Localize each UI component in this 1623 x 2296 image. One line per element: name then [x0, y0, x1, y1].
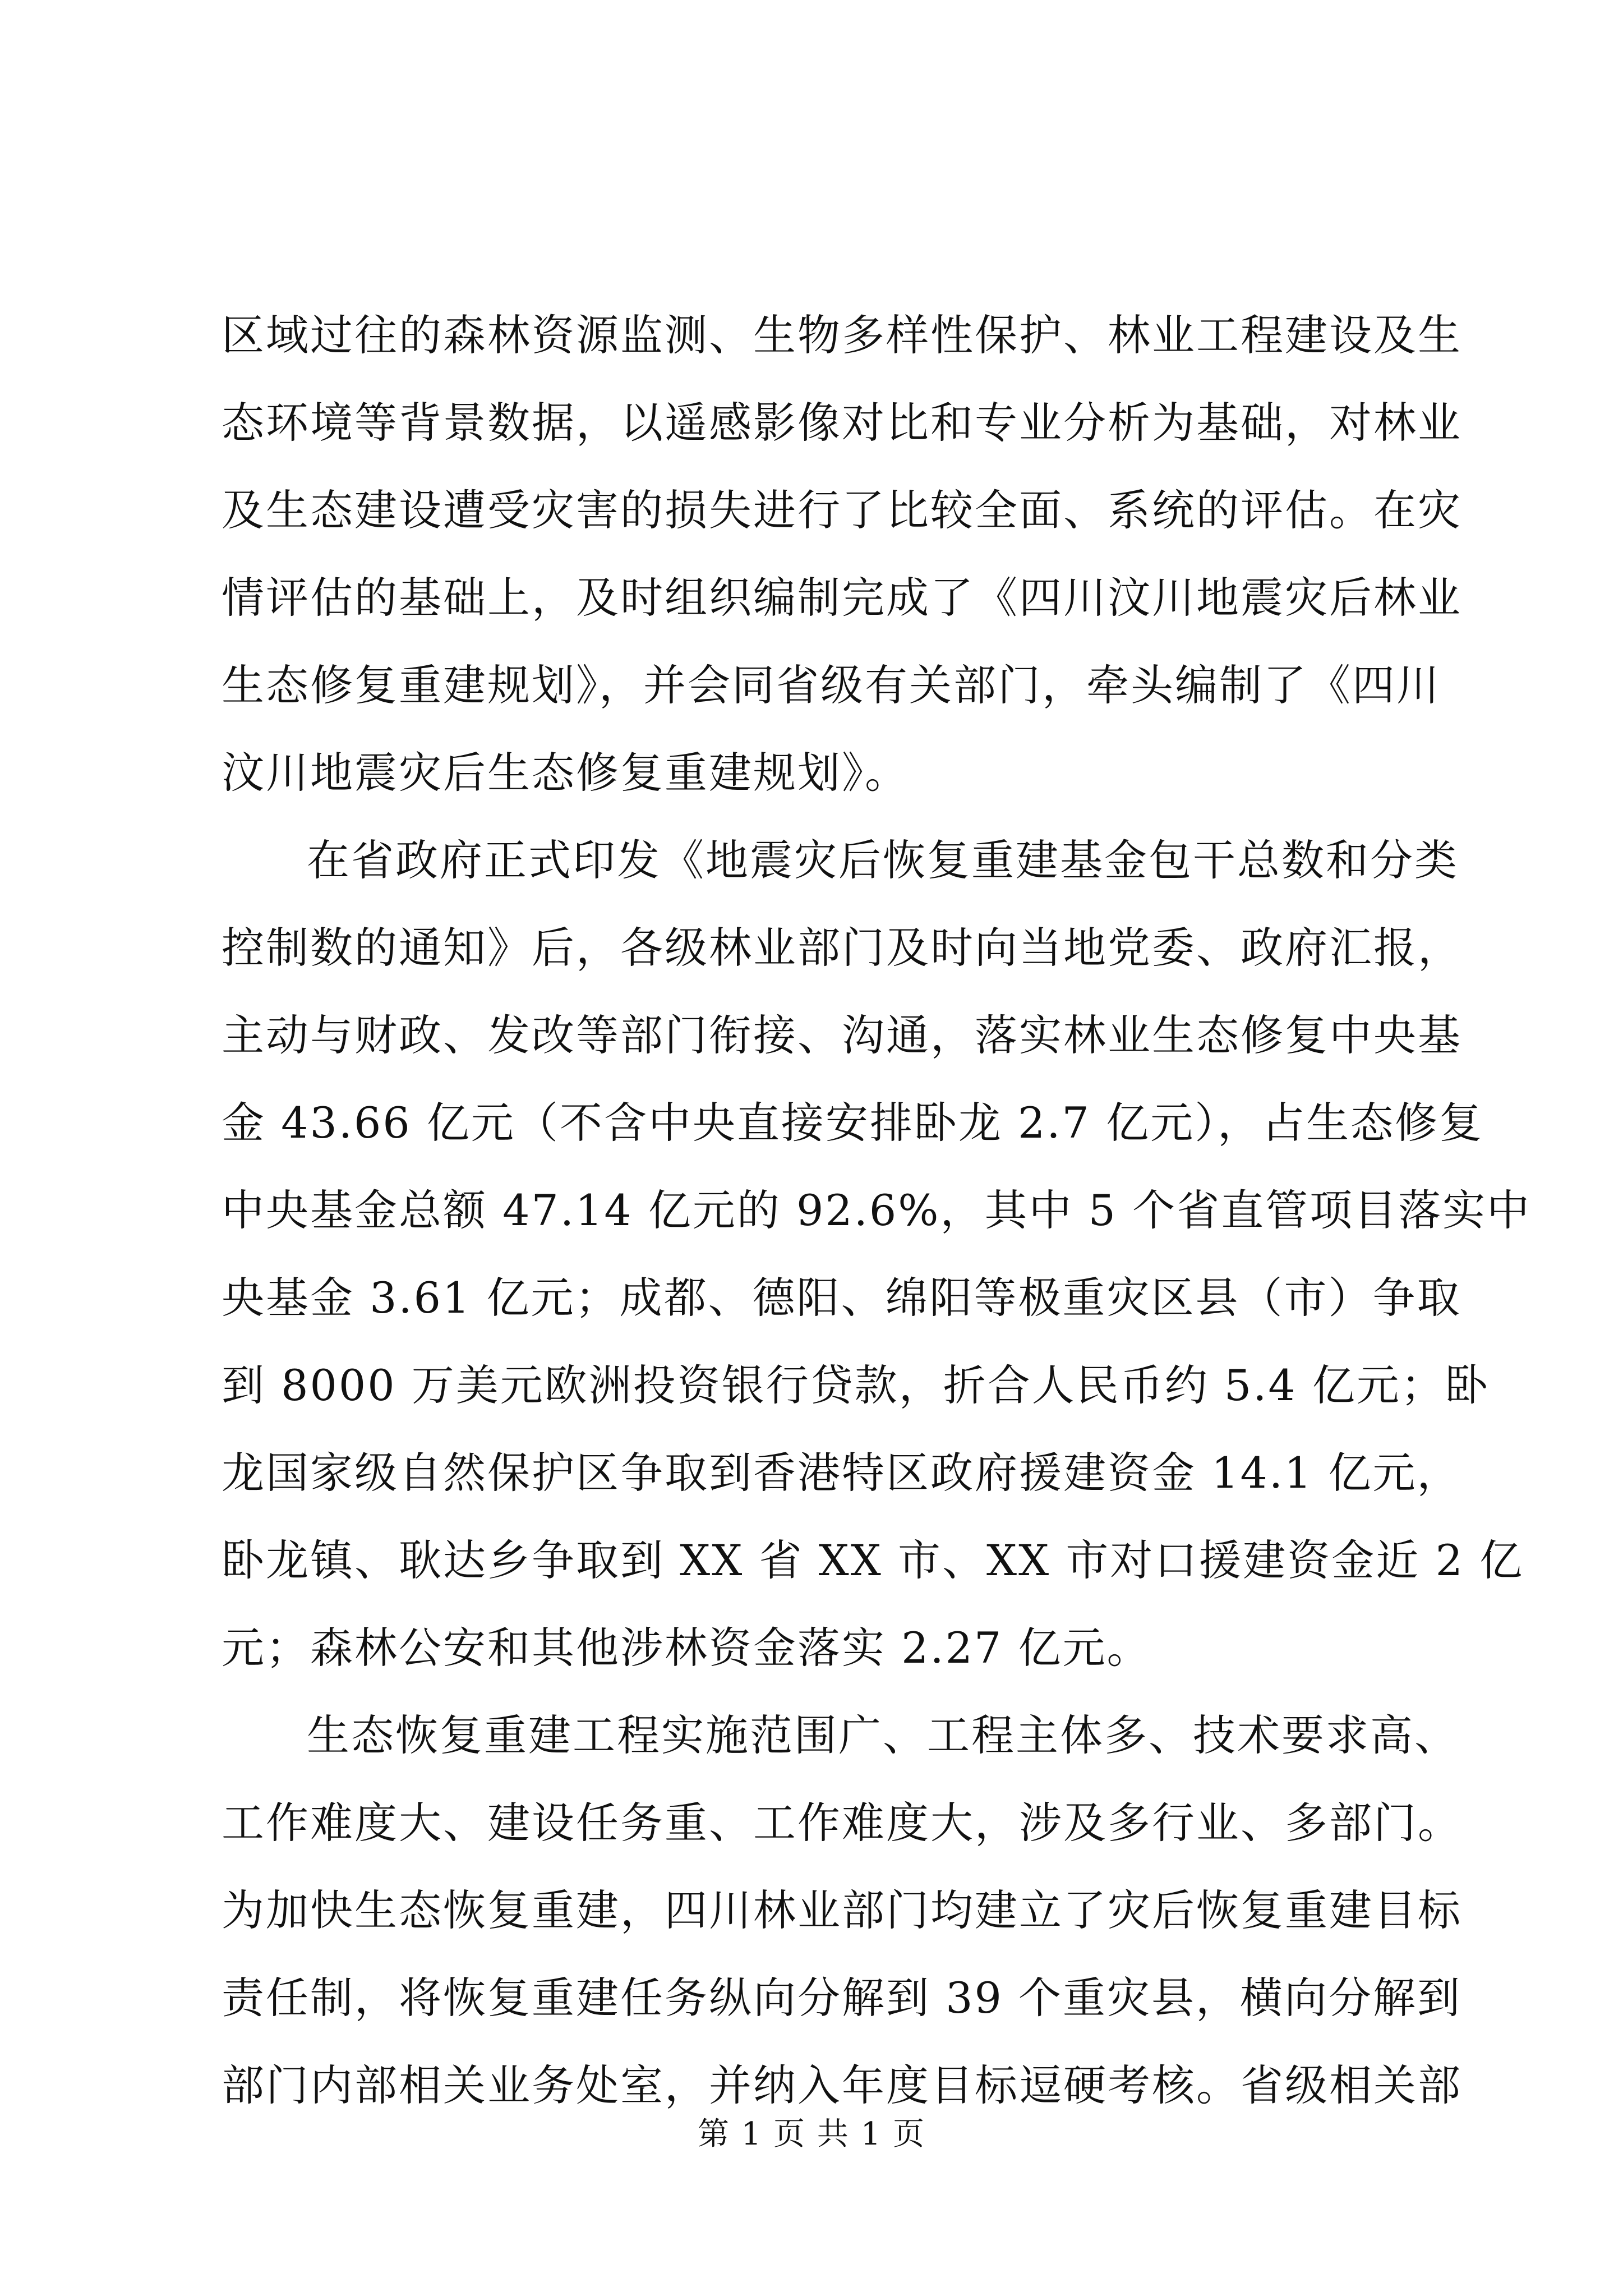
text-line: 主动与财政、发改等部门衔接、沟通，落实林业生态修复中央基 — [222, 1010, 1462, 1060]
text-line: 部门内部相关业务处室，并纳入年度目标逗硬考核。省级相关部 — [222, 2060, 1462, 2110]
paragraph — [222, 1692, 1462, 2129]
paragraph — [222, 292, 1462, 817]
text-line: 为加快生态恢复重建，四川林业部门均建立了灾后恢复重建目标 — [222, 1885, 1462, 1935]
text-line: 在省政府正式印发《地震灾后恢复重建基金包干总数和分类 — [307, 835, 1459, 885]
text-line: 责任制，将恢复重建任务纵向分解到 39 个重灾县，横向分解到 — [222, 1973, 1462, 2023]
text-line: 龙国家级自然保护区争取到香港特区政府援建资金 14.1 亿元， — [222, 1448, 1461, 1498]
text-line: 控制数的通知》后，各级林业部门及时向当地党委、政府汇报， — [222, 923, 1462, 973]
text-line: 中央基金总额 47.14 亿元的 92.6%，其中 5 个省直管项目落实中 — [222, 1185, 1532, 1235]
page-number-label: 第 1 页 共 1 页 — [697, 2116, 926, 2152]
text-line: 央基金 3.61 亿元；成都、德阳、绵阳等极重灾区县（市）争取 — [222, 1273, 1461, 1323]
text-line: 工作难度大、建设任务重、工作难度大，涉及多行业、多部门。 — [222, 1798, 1462, 1848]
text-line: 及生态建设遭受灾害的损失进行了比较全面、系统的评估。在灾 — [222, 485, 1462, 535]
text-line: 情评估的基础上，及时组织编制完成了《四川汶川地震灾后林业 — [222, 573, 1462, 623]
text-line: 区域过往的森林资源监测、生物多样性保护、林业工程建设及生 — [222, 310, 1462, 360]
text-line: 元；森林公安和其他涉林资金落实 2.27 亿元。 — [222, 1623, 1151, 1673]
text-line: 生态恢复重建工程实施范围广、工程主体多、技术要求高、 — [307, 1710, 1459, 1760]
page-footer — [0, 2115, 1623, 2154]
document-body — [222, 292, 1532, 2129]
text-line: 生态修复重建规划》，并会同省级有关部门，牵头编制了《四川 — [222, 660, 1441, 710]
text-line: 金 43.66 亿元（不含中央直接安排卧龙 2.7 亿元），占生态修复 — [222, 1098, 1484, 1148]
paragraph — [222, 817, 1532, 1692]
text-line: 态环境等背景数据，以遥感影像对比和专业分析为基础，对林业 — [222, 398, 1462, 448]
text-line: 卧龙镇、耿达乡争取到 XX 省 XX 市、XX 市对口援建资金近 2 亿 — [222, 1535, 1524, 1585]
text-line: 汶川地震灾后生态修复重建规划》。 — [222, 748, 909, 798]
text-line: 到 8000 万美元欧洲投资银行贷款，折合人民币约 5.4 亿元；卧 — [222, 1360, 1490, 1410]
